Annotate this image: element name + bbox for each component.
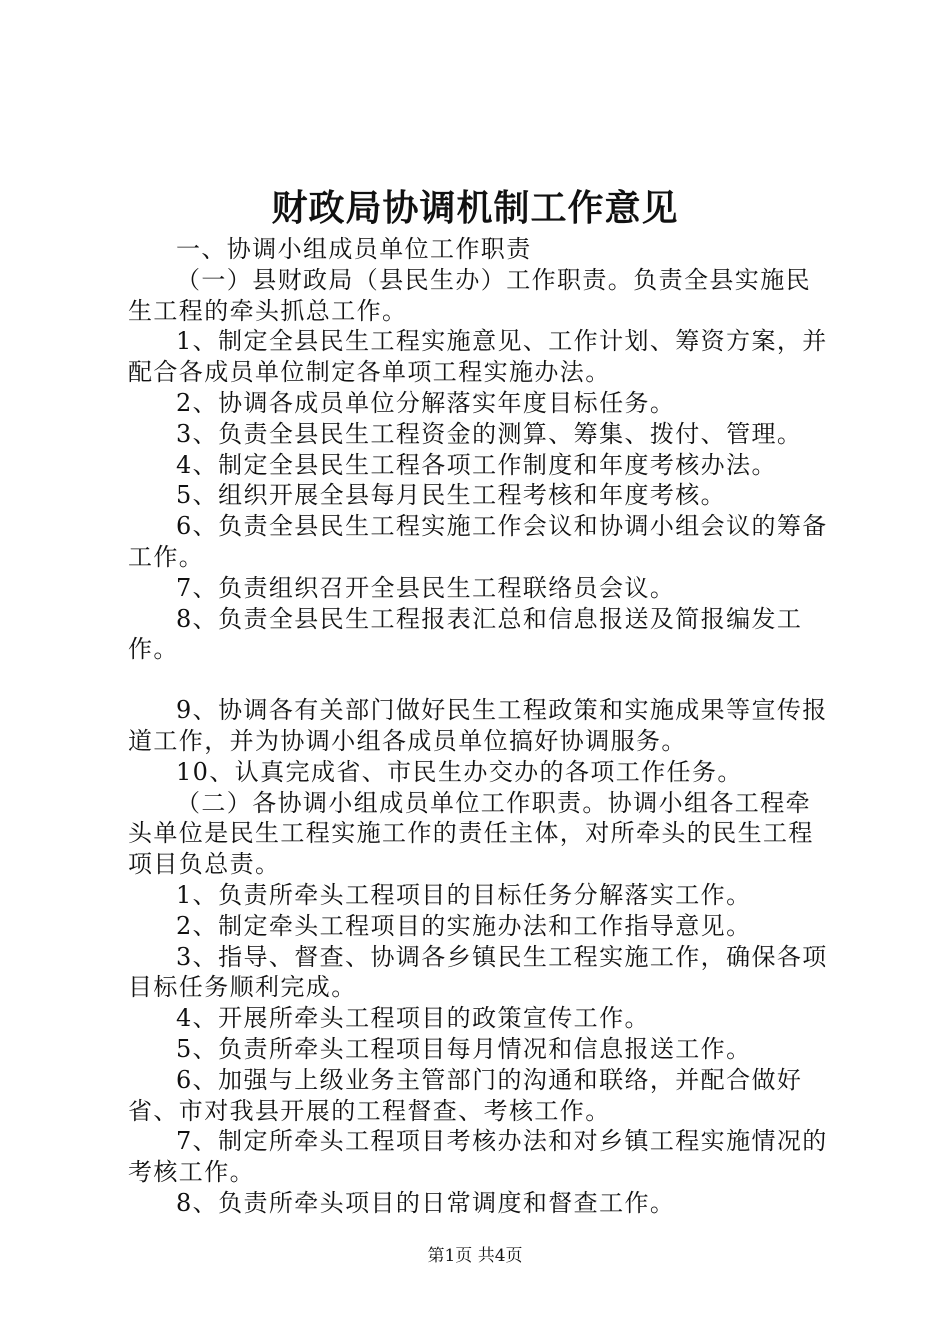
- subsection-heading: （一）县财政局（县民生办）工作职责。负责全县实施民生工程的牵头抓总工作。: [128, 265, 811, 325]
- list-item: 7、负责组织召开全县民生工程联络员会议。: [176, 573, 676, 602]
- list-item: 3、负责全县民生工程资金的测算、筹集、拨付、管理。: [176, 419, 803, 448]
- list-item: 2、制定牵头工程项目的实施办法和工作指导意见。: [176, 911, 752, 940]
- list-item: 5、组织开展全县每月民生工程考核和年度考核。: [176, 481, 727, 510]
- list-item: 1、制定全县民生工程实施意见、工作计划、筹资方案，并配合各成员单位制定各单项工程实施办法。: [128, 327, 828, 387]
- document-body: [128, 234, 836, 1219]
- list-item: 9、协调各有关部门做好民生工程政策和实施成果等宣传报道工作，并为协调小组各成员单位搞好协调服务。: [128, 696, 828, 755]
- list-item: 1、负责所牵头工程项目的目标任务分解落实工作。: [176, 880, 752, 909]
- list-item: 2、协调各成员单位分解落实年度目标任务。: [176, 388, 676, 417]
- list-item: 3、指导、督查、协调各乡镇民生工程实施工作，确保各项目标任务顺利完成。: [128, 942, 828, 1002]
- subsection-heading: （二）各协调小组成员单位工作职责。协调小组各工程牵头单位是民生工程实施工作的责任主体，对所牵头的民生工程项目负总责。: [128, 788, 814, 879]
- list-item: 7、制定所牵头工程项目考核办法和对乡镇工程实施情况的考核工作。: [128, 1127, 828, 1187]
- section-heading: 一、协调小组成员单位工作职责: [176, 235, 532, 263]
- list-item: 6、负责全县民生工程实施工作会议和协调小组会议的筹备工作。: [128, 512, 828, 571]
- list-item: 4、制定全县民生工程各项工作制度和年度考核办法。: [176, 450, 777, 479]
- list-item: 8、负责全县民生工程报表汇总和信息报送及简报编发工作。: [128, 604, 803, 664]
- document-title: 财政局协调机制工作意见: [271, 187, 679, 229]
- list-item: 8、负责所牵头项目的日常调度和督查工作。: [176, 1188, 676, 1217]
- list-item: 6、加强与上级业务主管部门的沟通和联络，并配合做好省、市对我县开展的工程督查、考核工作。: [128, 1065, 803, 1125]
- list-item: 10、认真完成省、市民生办交办的各项工作任务。: [176, 757, 743, 786]
- list-item: 4、开展所牵头工程项目的政策宣传工作。: [176, 1004, 650, 1033]
- page-footer: 第1页 共4页: [427, 1246, 523, 1266]
- list-item: 5、负责所牵头工程项目每月情况和信息报送工作。: [176, 1034, 752, 1063]
